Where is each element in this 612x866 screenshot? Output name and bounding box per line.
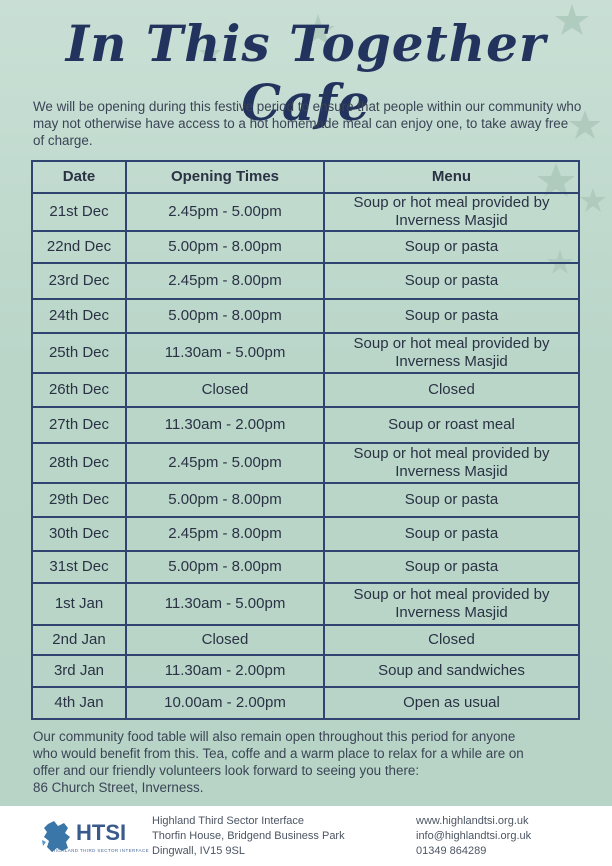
cell-menu: Soup or pasta xyxy=(324,231,579,263)
table-row xyxy=(32,625,579,655)
table-header-row xyxy=(32,161,579,193)
header-opening-times: Opening Times xyxy=(126,161,324,193)
website-link[interactable]: www.highlandtsi.org.uk xyxy=(416,815,529,827)
cell-menu: Soup or roast meal xyxy=(324,407,579,443)
table-row xyxy=(32,231,579,263)
cell-date: 30th Dec xyxy=(32,517,126,551)
cell-opening-times: 5.00pm - 8.00pm xyxy=(126,299,324,333)
cell-opening-times: Closed xyxy=(126,373,324,407)
cell-opening-times: 11.30am - 5.00pm xyxy=(126,333,324,373)
table-row xyxy=(32,407,579,443)
cell-opening-times: 11.30am - 2.00pm xyxy=(126,655,324,687)
cell-opening-times: 2.45pm - 8.00pm xyxy=(126,263,324,299)
footer-address-line: 86 Church Street, Inverness. xyxy=(33,780,204,795)
table-row xyxy=(32,333,579,373)
footer-line: Our community food table will also remain open throughout this period for anyone xyxy=(33,729,516,744)
table-row xyxy=(32,299,579,333)
cell-date: 21st Dec xyxy=(32,193,126,231)
footer-line: offer and our friendly volunteers look forward to seeing you there: xyxy=(33,763,420,778)
cell-menu: Soup or hot meal provided by Inverness Masjid xyxy=(324,193,579,231)
organisation-footer xyxy=(0,806,612,866)
cell-opening-times: 5.00pm - 8.00pm xyxy=(126,551,324,583)
cell-menu: Soup or pasta xyxy=(324,263,579,299)
logo-subtitle: HIGHLAND THIRD SECTOR INTERFACE xyxy=(52,848,149,853)
cell-menu: Soup and sandwiches xyxy=(324,655,579,687)
cell-opening-times: Closed xyxy=(126,625,324,655)
table-row xyxy=(32,517,579,551)
cell-date: 23rd Dec xyxy=(32,263,126,299)
cell-menu: Soup or pasta xyxy=(324,483,579,517)
email-link[interactable]: info@highlandtsi.org.uk xyxy=(416,830,532,842)
cell-opening-times: 5.00pm - 8.00pm xyxy=(126,483,324,517)
address-line: Dingwall, IV15 9SL xyxy=(152,845,245,857)
cell-menu: Soup or pasta xyxy=(324,551,579,583)
cell-date: 29th Dec xyxy=(32,483,126,517)
cell-date: 2nd Jan xyxy=(32,625,126,655)
header-date: Date xyxy=(32,161,126,193)
table-row xyxy=(32,373,579,407)
table-row xyxy=(32,193,579,231)
table-row xyxy=(32,443,579,483)
cell-opening-times: 11.30am - 2.00pm xyxy=(126,407,324,443)
cell-date: 3rd Jan xyxy=(32,655,126,687)
cell-date: 24th Dec xyxy=(32,299,126,333)
cell-date: 4th Jan xyxy=(32,687,126,719)
cell-date: 31st Dec xyxy=(32,551,126,583)
address-block xyxy=(152,814,345,859)
cell-menu: Soup or pasta xyxy=(324,299,579,333)
cell-opening-times: 2.45pm - 8.00pm xyxy=(126,517,324,551)
logo-wordmark: HTSI xyxy=(76,820,127,845)
table-row xyxy=(32,583,579,625)
cell-menu: Soup or pasta xyxy=(324,517,579,551)
star-icon xyxy=(580,188,606,212)
footer-paragraph xyxy=(33,728,593,796)
cell-opening-times: 11.30am - 5.00pm xyxy=(126,583,324,625)
cell-date: 27th Dec xyxy=(32,407,126,443)
cell-opening-times: 10.00am - 2.00pm xyxy=(126,687,324,719)
cell-menu: Closed xyxy=(324,625,579,655)
table-row xyxy=(32,655,579,687)
cell-menu: Closed xyxy=(324,373,579,407)
intro-paragraph: We will be opening during this festive period to ensure that people within our community who may not otherwise have access to a hot homemade meal can enjoy one, to take away free of charge. xyxy=(33,99,582,148)
cell-date: 26th Dec xyxy=(32,373,126,407)
schedule-table xyxy=(31,160,580,720)
cell-menu: Soup or hot meal provided by Inverness Masjid xyxy=(324,583,579,625)
cell-opening-times: 2.45pm - 5.00pm xyxy=(126,193,324,231)
table-row xyxy=(32,687,579,719)
header-menu: Menu xyxy=(324,161,579,193)
cell-date: 28th Dec xyxy=(32,443,126,483)
footer-line: who would benefit from this. Tea, coffe and a warm place to relax for a while are on xyxy=(33,746,524,761)
contact-block xyxy=(416,814,531,859)
cell-menu: Open as usual xyxy=(324,687,579,719)
cell-menu: Soup or hot meal provided by Inverness Masjid xyxy=(324,443,579,483)
cell-date: 25th Dec xyxy=(32,333,126,373)
cell-date: 22nd Dec xyxy=(32,231,126,263)
page-title: In This Together Cafe xyxy=(65,14,547,132)
cell-date: 1st Jan xyxy=(32,583,126,625)
address-line: Thorfin House, Bridgend Business Park xyxy=(152,830,345,842)
address-line: Highland Third Sector Interface xyxy=(152,815,305,827)
table-row xyxy=(32,263,579,299)
cell-opening-times: 5.00pm - 8.00pm xyxy=(126,231,324,263)
table-row xyxy=(32,551,579,583)
phone-number: 01349 864289 xyxy=(416,845,487,857)
table-row xyxy=(32,483,579,517)
cell-menu: Soup or hot meal provided by Inverness Masjid xyxy=(324,333,579,373)
cell-opening-times: 2.45pm - 5.00pm xyxy=(126,443,324,483)
